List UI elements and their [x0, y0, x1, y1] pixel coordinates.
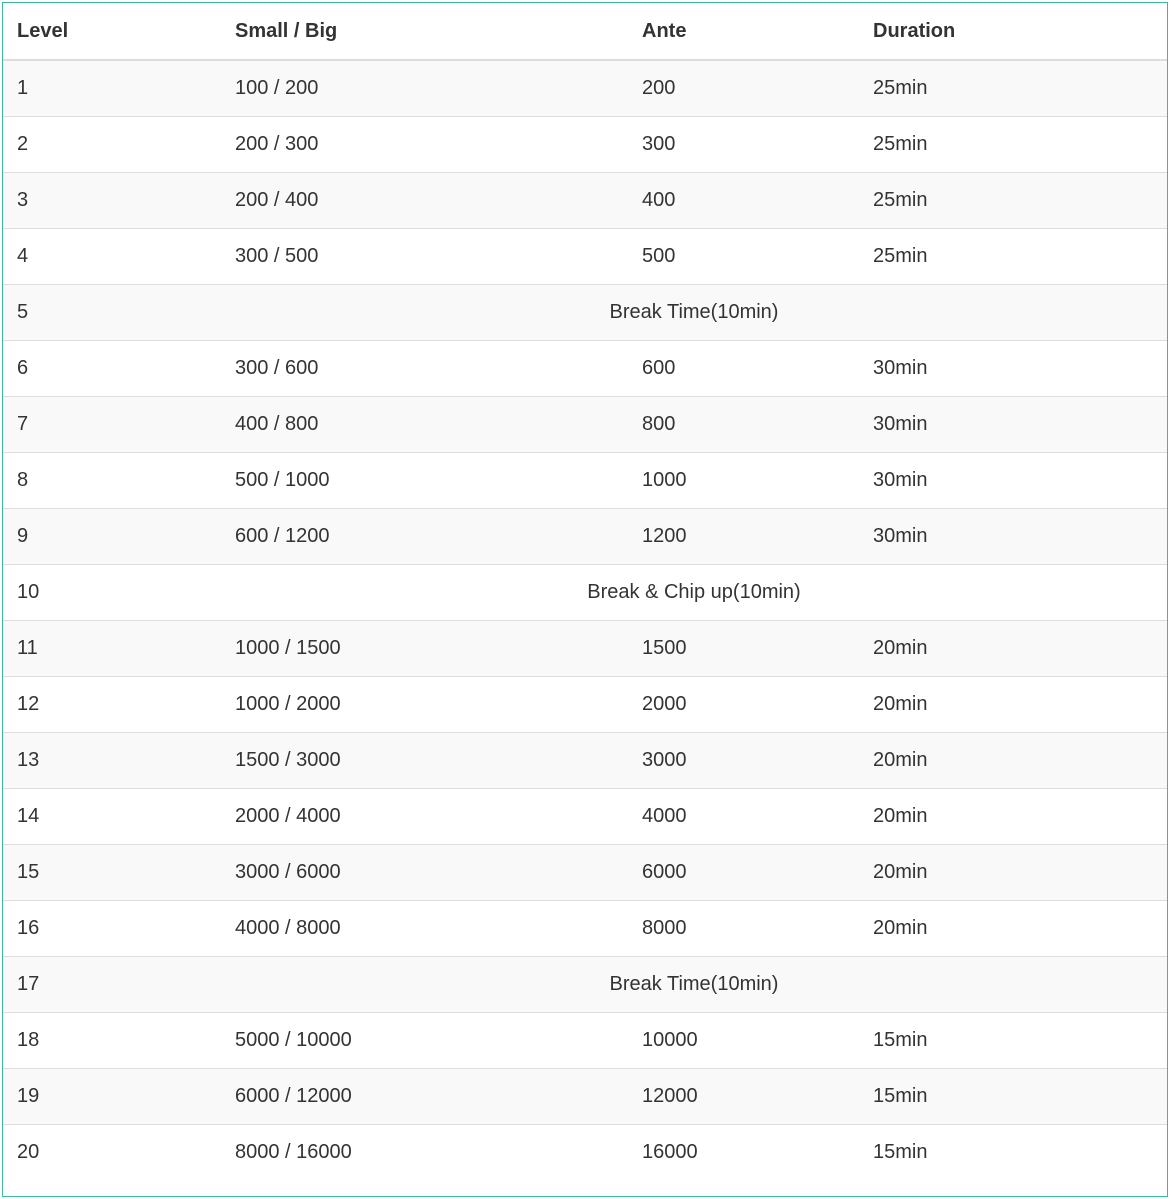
- level-cell: 11: [3, 620, 221, 676]
- table-row: [3, 116, 1167, 172]
- ante-cell: 800: [628, 396, 859, 452]
- header-row: [3, 3, 1167, 60]
- blinds-cell: 6000 / 12000: [221, 1068, 628, 1124]
- column-header-ante: Ante: [628, 3, 859, 60]
- level-cell: 8: [3, 452, 221, 508]
- level-cell: 12: [3, 676, 221, 732]
- ante-cell: 1000: [628, 452, 859, 508]
- level-cell: 6: [3, 340, 221, 396]
- blind-structure-table: [3, 3, 1167, 1180]
- level-cell: 20: [3, 1124, 221, 1180]
- table-row: [3, 732, 1167, 788]
- table-header: [3, 3, 1167, 60]
- duration-cell: 30min: [859, 396, 1167, 452]
- duration-cell: 20min: [859, 620, 1167, 676]
- blinds-cell: 200 / 300: [221, 116, 628, 172]
- level-cell: 4: [3, 228, 221, 284]
- ante-cell: 8000: [628, 900, 859, 956]
- break-row: [3, 564, 1167, 620]
- ante-cell: 1200: [628, 508, 859, 564]
- ante-cell: 1500: [628, 620, 859, 676]
- table-row: [3, 508, 1167, 564]
- break-cell: Break & Chip up(10min): [221, 564, 1167, 620]
- level-cell: 7: [3, 396, 221, 452]
- duration-cell: 20min: [859, 900, 1167, 956]
- ante-cell: 200: [628, 60, 859, 116]
- duration-cell: 20min: [859, 676, 1167, 732]
- table-row: [3, 1012, 1167, 1068]
- duration-cell: 15min: [859, 1068, 1167, 1124]
- duration-cell: 20min: [859, 732, 1167, 788]
- table-row: [3, 676, 1167, 732]
- duration-cell: 25min: [859, 228, 1167, 284]
- duration-cell: 30min: [859, 508, 1167, 564]
- ante-cell: 6000: [628, 844, 859, 900]
- blinds-cell: 8000 / 16000: [221, 1124, 628, 1180]
- column-header-duration: Duration: [859, 3, 1167, 60]
- level-cell: 14: [3, 788, 221, 844]
- ante-cell: 10000: [628, 1012, 859, 1068]
- ante-cell: 400: [628, 172, 859, 228]
- table-row: [3, 900, 1167, 956]
- blinds-cell: 500 / 1000: [221, 452, 628, 508]
- blinds-cell: 4000 / 8000: [221, 900, 628, 956]
- level-cell: 13: [3, 732, 221, 788]
- level-cell: 18: [3, 1012, 221, 1068]
- table-row: [3, 172, 1167, 228]
- duration-cell: 20min: [859, 788, 1167, 844]
- break-cell: Break Time(10min): [221, 284, 1167, 340]
- duration-cell: 25min: [859, 116, 1167, 172]
- table-row: [3, 228, 1167, 284]
- level-cell: 16: [3, 900, 221, 956]
- blinds-cell: 2000 / 4000: [221, 788, 628, 844]
- blinds-cell: 5000 / 10000: [221, 1012, 628, 1068]
- table-body: [3, 60, 1167, 1180]
- table-row: [3, 340, 1167, 396]
- column-header-blinds: Small / Big: [221, 3, 628, 60]
- level-cell: 5: [3, 284, 221, 340]
- ante-cell: 2000: [628, 676, 859, 732]
- level-cell: 1: [3, 60, 221, 116]
- blinds-cell: 1500 / 3000: [221, 732, 628, 788]
- table-row: [3, 396, 1167, 452]
- duration-cell: 30min: [859, 452, 1167, 508]
- blinds-cell: 100 / 200: [221, 60, 628, 116]
- level-cell: 15: [3, 844, 221, 900]
- blinds-cell: 200 / 400: [221, 172, 628, 228]
- duration-cell: 25min: [859, 172, 1167, 228]
- table-row: [3, 1124, 1167, 1180]
- blinds-cell: 1000 / 1500: [221, 620, 628, 676]
- table-row: [3, 452, 1167, 508]
- break-cell: Break Time(10min): [221, 956, 1167, 1012]
- level-cell: 17: [3, 956, 221, 1012]
- level-cell: 2: [3, 116, 221, 172]
- duration-cell: 30min: [859, 340, 1167, 396]
- duration-cell: 20min: [859, 844, 1167, 900]
- ante-cell: 4000: [628, 788, 859, 844]
- ante-cell: 300: [628, 116, 859, 172]
- ante-cell: 500: [628, 228, 859, 284]
- ante-cell: 600: [628, 340, 859, 396]
- table-row: [3, 620, 1167, 676]
- level-cell: 10: [3, 564, 221, 620]
- duration-cell: 15min: [859, 1012, 1167, 1068]
- blinds-cell: 300 / 600: [221, 340, 628, 396]
- ante-cell: 12000: [628, 1068, 859, 1124]
- ante-cell: 3000: [628, 732, 859, 788]
- blinds-cell: 300 / 500: [221, 228, 628, 284]
- blind-structure-panel: [2, 2, 1168, 1197]
- blinds-cell: 3000 / 6000: [221, 844, 628, 900]
- level-cell: 19: [3, 1068, 221, 1124]
- break-row: [3, 956, 1167, 1012]
- blinds-cell: 1000 / 2000: [221, 676, 628, 732]
- blinds-cell: 400 / 800: [221, 396, 628, 452]
- table-row: [3, 788, 1167, 844]
- ante-cell: 16000: [628, 1124, 859, 1180]
- column-header-level: Level: [3, 3, 221, 60]
- blinds-cell: 600 / 1200: [221, 508, 628, 564]
- table-row: [3, 1068, 1167, 1124]
- break-row: [3, 284, 1167, 340]
- table-row: [3, 60, 1167, 116]
- duration-cell: 25min: [859, 60, 1167, 116]
- duration-cell: 15min: [859, 1124, 1167, 1180]
- level-cell: 3: [3, 172, 221, 228]
- table-row: [3, 844, 1167, 900]
- level-cell: 9: [3, 508, 221, 564]
